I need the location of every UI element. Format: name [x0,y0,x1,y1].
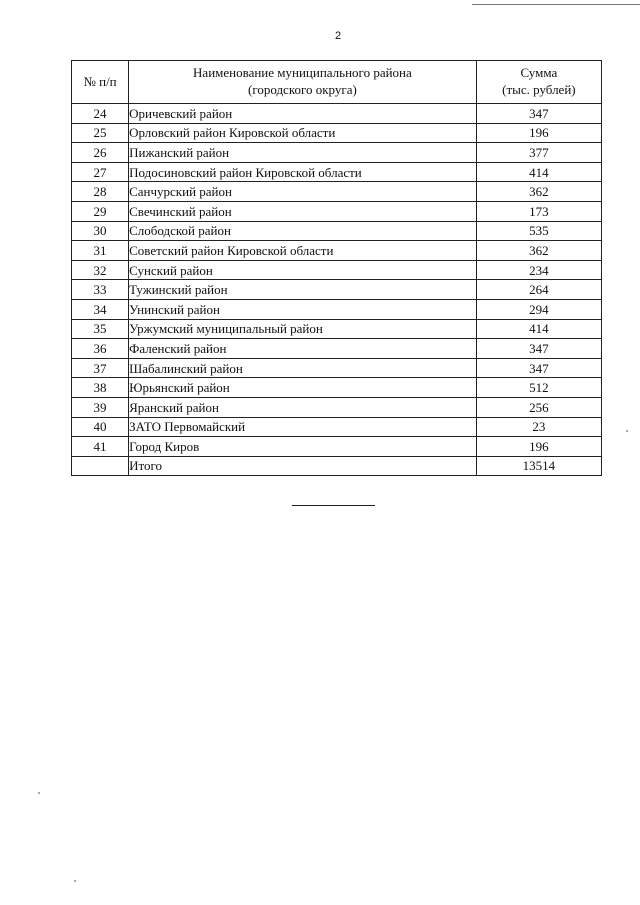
district-name: Слободской район [129,221,477,241]
scan-speck [38,792,40,794]
row-number: 36 [72,339,129,359]
total-sum: 13514 [476,456,601,476]
row-number: 38 [72,378,129,398]
total-num-cell [72,456,129,476]
header-sum-line1: Сумма [520,65,558,81]
scan-speck [74,880,76,882]
table-row [72,397,602,417]
district-name: Подосиновский район Кировской области [129,162,477,182]
table-row [72,358,602,378]
header-name-line2: (городского округа) [247,82,357,97]
amount: 512 [476,378,601,398]
table-row [72,299,602,319]
table-row [72,104,602,124]
row-number: 32 [72,260,129,280]
table-row [72,280,602,300]
district-name: Фаленский район [129,339,477,359]
amount: 294 [476,299,601,319]
amount: 196 [476,123,601,143]
table-row [72,378,602,398]
row-number: 37 [72,358,129,378]
row-number: 31 [72,241,129,261]
row-number: 25 [72,123,129,143]
amount: 377 [476,143,601,163]
district-name: Свечинский район [129,201,477,221]
row-number: 35 [72,319,129,339]
row-number: 33 [72,280,129,300]
table-row [72,437,602,457]
amount: 234 [476,260,601,280]
header-num: № п/п [72,61,129,104]
table-row [72,339,602,359]
amount: 196 [476,437,601,457]
amount: 23 [476,417,601,437]
amount: 362 [476,241,601,261]
scan-speck [626,430,628,432]
top-border-line [472,4,640,5]
row-number: 28 [72,182,129,202]
table-body [72,104,602,457]
amount: 535 [476,221,601,241]
district-name: Санчурский район [129,182,477,202]
table-row [72,123,602,143]
header-sum [476,61,601,104]
amount: 347 [476,358,601,378]
amount: 173 [476,201,601,221]
row-number: 29 [72,201,129,221]
row-number: 30 [72,221,129,241]
table-row [72,241,602,261]
table-row [72,417,602,437]
table-row [72,260,602,280]
row-number: 41 [72,437,129,457]
district-name: Унинский район [129,299,477,319]
amount: 362 [476,182,601,202]
header-name-line1: Наименование муниципального района [193,65,412,81]
row-number: 26 [72,143,129,163]
table-row [72,143,602,163]
table-row [72,221,602,241]
amount: 347 [476,339,601,359]
amount: 264 [476,280,601,300]
row-number: 40 [72,417,129,437]
total-row [72,456,602,476]
page-number: 2 [334,30,342,42]
district-name: Уржумский муниципальный район [129,319,477,339]
table-header-row [72,61,602,104]
total-label: Итого [129,456,477,476]
district-name: Юрьянский район [129,378,477,398]
amount: 414 [476,162,601,182]
row-number: 27 [72,162,129,182]
amount: 414 [476,319,601,339]
district-name: Сунский район [129,260,477,280]
district-name: Шабалинский район [129,358,477,378]
district-name: Пижанский район [129,143,477,163]
district-name: Город Киров [129,437,477,457]
end-of-document-line [292,505,375,506]
table-row [72,319,602,339]
header-name [129,61,477,104]
district-name: Тужинский район [129,280,477,300]
district-name: Яранский район [129,397,477,417]
district-name: Оричевский район [129,104,477,124]
table-row [72,182,602,202]
row-number: 24 [72,104,129,124]
allocation-table [71,60,602,476]
district-name: ЗАТО Первомайский [129,417,477,437]
table-row [72,201,602,221]
table-row [72,162,602,182]
header-sum-line2: (тыс. рублей) [502,82,576,97]
amount: 256 [476,397,601,417]
district-name: Орловский район Кировской области [129,123,477,143]
amount: 347 [476,104,601,124]
district-name: Советский район Кировской области [129,241,477,261]
row-number: 39 [72,397,129,417]
row-number: 34 [72,299,129,319]
